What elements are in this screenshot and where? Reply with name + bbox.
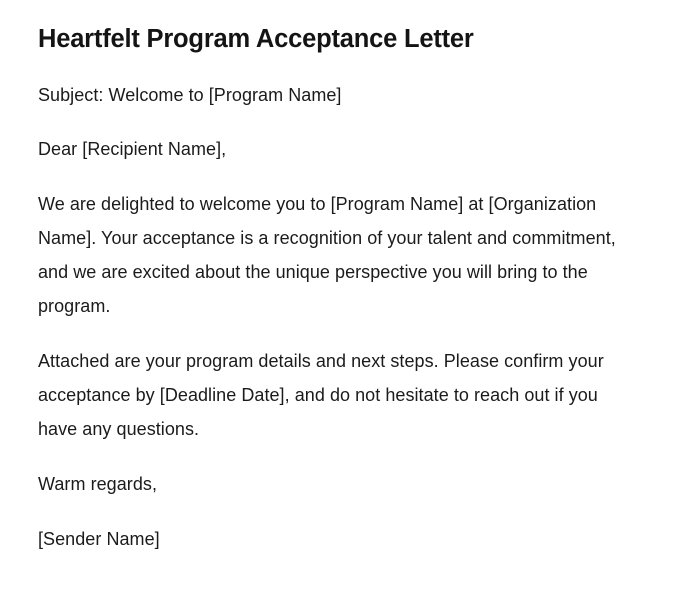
letter-paragraph-1: We are delighted to welcome you to [Program Name] at [Organization Name]. Your acceptance is a recognition of your talent and commitment, and we are excited about the unique perspective you will bring to the program. (38, 194, 616, 316)
letter-salutation: Dear [Recipient Name], (38, 139, 227, 159)
letter-body (38, 78, 636, 556)
letter-sender-name: [Sender Name] (38, 529, 160, 549)
letter-closing: Warm regards, (38, 474, 158, 494)
page-title: Heartfelt Program Acceptance Letter (38, 25, 474, 53)
letter-subject-line: Subject: Welcome to [Program Name] (38, 85, 342, 105)
letter-paragraph-2: Attached are your program details and next steps. Please confirm your acceptance by [Deadline Date], and do not hesitate to reach out if you have any questions. (38, 351, 604, 439)
